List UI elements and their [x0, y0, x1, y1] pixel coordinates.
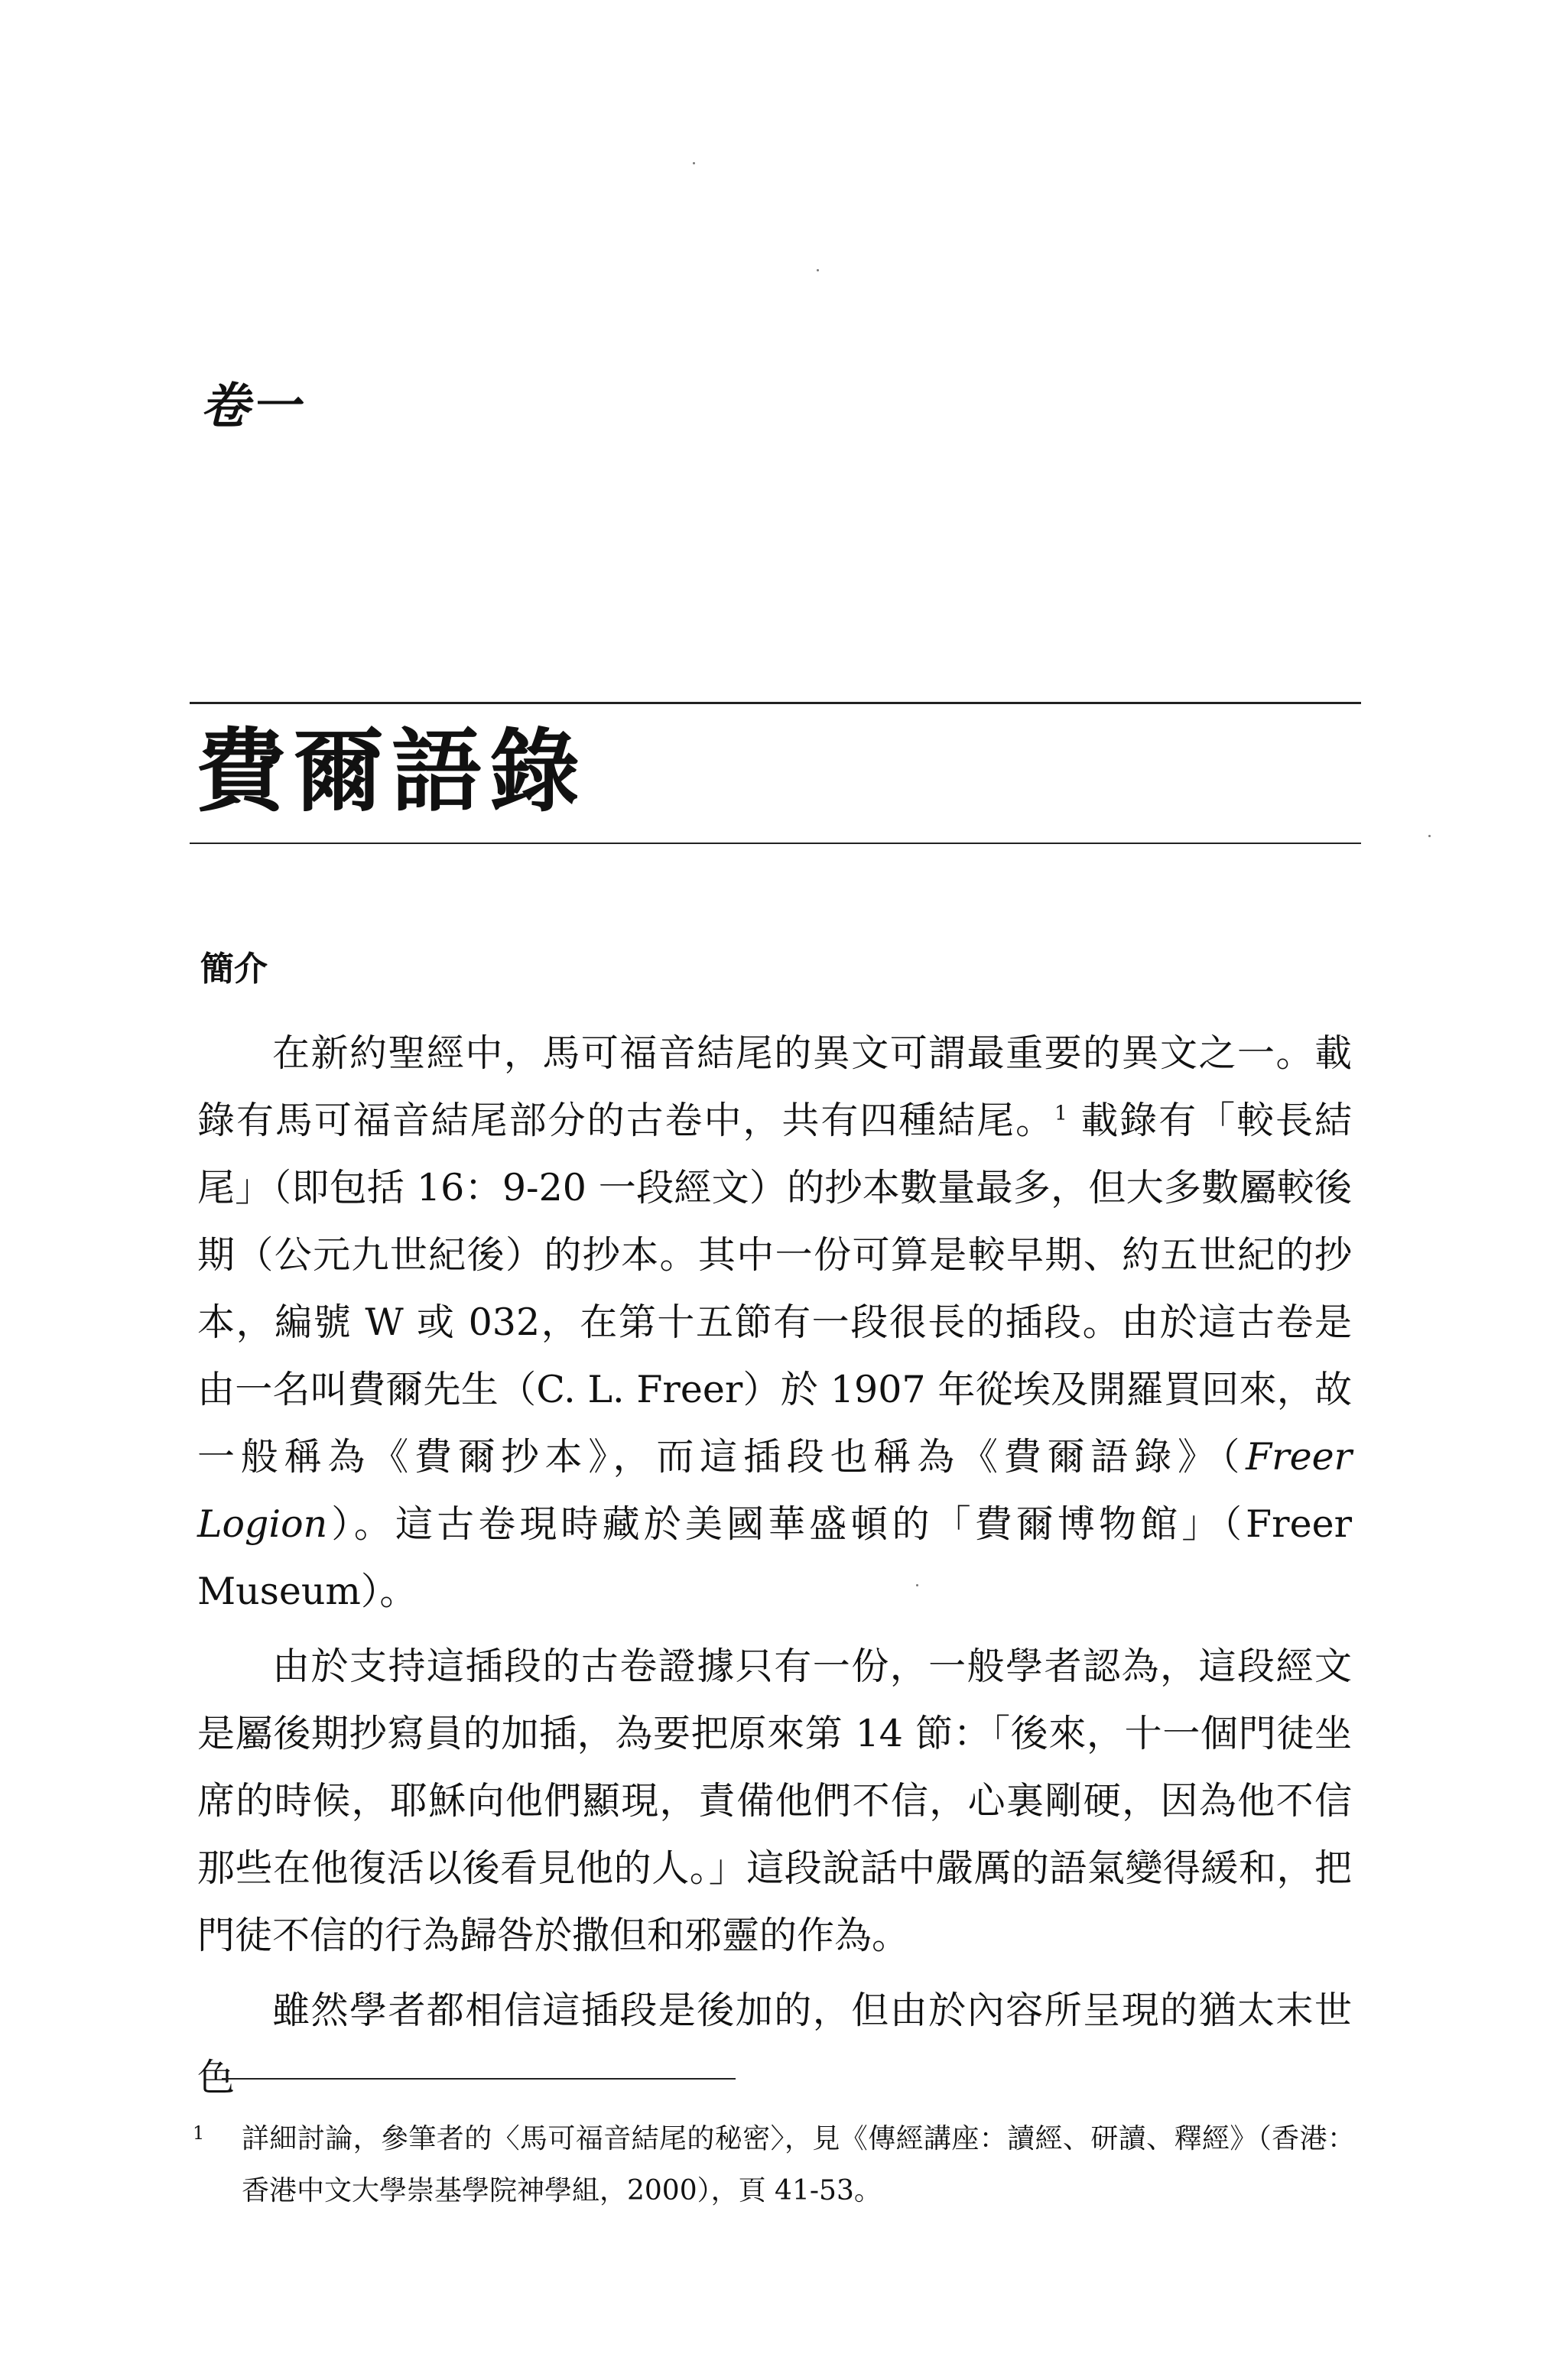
body-text — [197, 1020, 1352, 2112]
paragraph-1 — [197, 1020, 1352, 1625]
chapter-title: 費爾語錄 — [196, 718, 588, 824]
paragraph-1-part-b: 載錄有「較長結尾」（即包括 16：9-20 一段經文）的抄本數量最多，但大多數屬較後期（公元九世紀後）的抄本。其中一份可算是較早期、約五世紀的抄本，編號 W 或 032，在第十五節有一段很長的插段。由於這古卷是由一名叫費爾先生（C. L. Freer）於 1907 年從埃及開羅買回來，故一般稱為《費爾抄本》，而這插段也稱為《費爾語錄》（ — [197, 1099, 1352, 1479]
footnote-text: 詳細討論，參筆者的〈馬可福音結尾的秘密〉，見《傳經講座：讀經、研讀、釋經》（香港：香港中文大學崇基學院神學組，2000），頁 41-53。 — [242, 2123, 1355, 2206]
footnote-divider — [222, 2078, 736, 2080]
section-heading: 簡介 — [200, 950, 268, 989]
paragraph-1-part-a: 在新約聖經中，馬可福音結尾的異文可謂最重要的異文之一。載錄有馬可福音結尾部分的古卷中，共有四種結尾。 — [197, 1031, 1352, 1142]
paragraph-1-part-c: ）。這古卷現時藏於美國華盛頓的「費爾博物館」（Freer Museum）。 — [197, 1502, 1352, 1613]
paragraph-2: 由於支持這插段的古卷證據只有一份，一般學者認為，這段經文是屬後期抄寫員的加插，為要把原來第 14 節：「後來，十一個門徒坐席的時候，耶穌向他們顯現，責備他們不信，心裏剛硬，因為他不信那些在他復活以後看見他的人。」這段說話中嚴厲的語氣變得緩和，把門徒不信的行為歸咎於撒但和邪靈的作為。 — [197, 1645, 1352, 1957]
title-rule-top — [190, 702, 1361, 704]
footnote-number: 1 — [193, 2122, 205, 2144]
footnote-ref: 1 — [1054, 1102, 1067, 1125]
paragraph-3: 雖然學者都相信這插段是後加的，但由於內容所呈現的猶太末世色 — [197, 1989, 1352, 2099]
scan-speck — [817, 269, 819, 271]
scan-speck — [693, 162, 695, 164]
title-rule-bottom — [190, 843, 1361, 844]
volume-label: 卷一 — [200, 378, 301, 435]
scan-speck — [1428, 835, 1431, 837]
paragraph-1-italic: Freer Logion — [197, 1435, 1352, 1546]
footnote — [193, 2113, 1355, 2217]
scan-speck — [916, 1584, 918, 1586]
